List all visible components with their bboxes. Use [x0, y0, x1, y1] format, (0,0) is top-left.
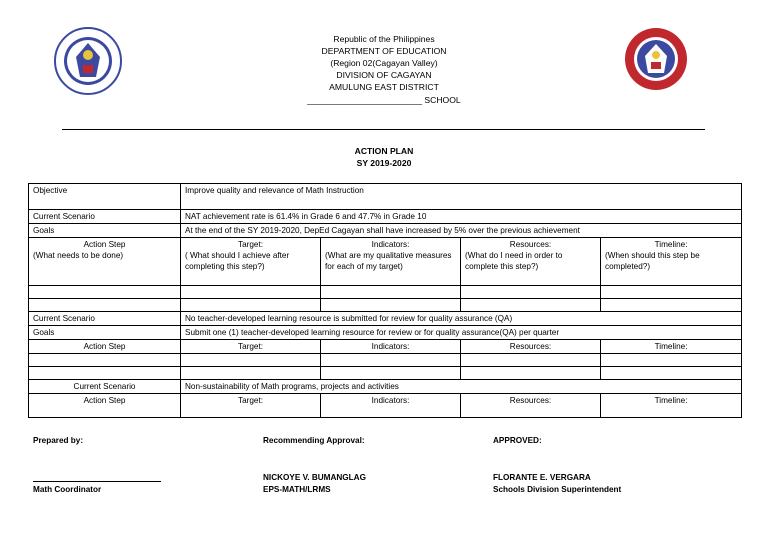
recommending-approval-label: Recommending Approval: — [263, 436, 365, 445]
document-year: SY 2019-2020 — [356, 158, 412, 168]
scenario-value: No teacher-developed learning resource is submitted for review for quality assurance (QA) — [181, 312, 742, 326]
col-timeline: Timeline: — [601, 340, 742, 354]
header-region: (Region 02(Cagayan Valley) — [330, 58, 438, 68]
col-resources-label: Resources: — [509, 240, 552, 249]
scenario-label: Current Scenario — [29, 312, 181, 326]
empty-row — [29, 299, 742, 312]
col-timeline: Timeline: — [601, 394, 742, 418]
header-school-line: ________________________ SCHOOL — [307, 95, 461, 105]
col-timeline — [601, 238, 742, 286]
col-action-step: Action Step — [29, 340, 181, 354]
goals-value: Submit one (1) teacher-developed learning resource for review or for quality assurance(QA) per quarter — [181, 326, 742, 340]
approver-name: FLORANTE E. VERGARA — [493, 473, 591, 482]
goals-row-2 — [29, 326, 742, 340]
col-timeline-sub: (When should this step be completed?) — [605, 251, 700, 271]
column-header-row-1 — [29, 238, 742, 286]
col-action-step-sub: (What needs to be done) — [33, 251, 124, 260]
header-divider — [62, 129, 705, 130]
prepared-by-label: Prepared by: — [33, 436, 84, 445]
header-republic: Republic of the Philippines — [333, 34, 435, 44]
goals-label: Goals — [29, 224, 181, 238]
header-district: AMULUNG EAST DISTRICT — [329, 82, 439, 92]
objective-label: Objective — [29, 184, 181, 210]
empty-row — [29, 286, 742, 299]
goals-row-1 — [29, 224, 742, 238]
objective-row — [29, 184, 742, 210]
header-department: DEPARTMENT OF EDUCATION — [321, 46, 447, 56]
col-resources: Resources: — [461, 394, 601, 418]
column-header-row-3 — [29, 394, 742, 418]
col-indicators: Indicators: — [321, 394, 461, 418]
empty-row — [29, 354, 742, 367]
scenario-label: Current Scenario — [29, 210, 181, 224]
goals-label: Goals — [29, 326, 181, 340]
preparer-signature-line — [33, 481, 161, 482]
col-action-step-label: Action Step — [83, 240, 126, 249]
scenario-row-1 — [29, 210, 742, 224]
empty-row — [29, 367, 742, 380]
action-plan-table — [28, 183, 742, 418]
column-header-row-2 — [29, 340, 742, 354]
col-action-step — [29, 238, 181, 286]
recommender-role: EPS-MATH/LRMS — [263, 485, 331, 494]
col-target: Target: — [181, 340, 321, 354]
col-resources-sub: (What do I need in order to complete this step?) — [465, 251, 563, 271]
recommender-name: NICKOYE V. BUMANGLAG — [263, 473, 366, 482]
scenario-row-3 — [29, 380, 742, 394]
scenario-value: NAT achievement rate is 61.4% in Grade 6 and 47.7% in Grade 10 — [181, 210, 742, 224]
preparer-role: Math Coordinator — [33, 485, 102, 494]
scenario-label: Current Scenario — [29, 380, 181, 394]
col-resources — [461, 238, 601, 286]
goals-value: At the end of the SY 2019-2020, DepEd Cagayan shall have increased by 5% over the previous achievement — [181, 224, 742, 238]
col-indicators-label: Indicators: — [371, 240, 410, 249]
col-timeline-label: Timeline: — [654, 240, 688, 249]
col-action-step: Action Step — [29, 394, 181, 418]
col-target-sub: ( What should I achieve after completing this step?) — [185, 251, 290, 271]
col-target-label: Target: — [237, 240, 264, 249]
scenario-row-2 — [29, 312, 742, 326]
document-title: ACTION PLAN — [354, 146, 414, 156]
approver-role: Schools Division Superintendent — [493, 485, 622, 494]
col-indicators — [321, 238, 461, 286]
col-resources: Resources: — [461, 340, 601, 354]
col-indicators-sub: (What are my qualitative measures for each of my target) — [325, 251, 452, 271]
objective-value: Improve quality and relevance of Math Instruction — [181, 184, 742, 210]
col-target — [181, 238, 321, 286]
approved-label: APPROVED: — [493, 436, 542, 445]
header-division: DIVISION OF CAGAYAN — [336, 70, 432, 80]
scenario-value: Non-sustainability of Math programs, projects and activities — [181, 380, 742, 394]
col-target: Target: — [181, 394, 321, 418]
col-indicators: Indicators: — [321, 340, 461, 354]
